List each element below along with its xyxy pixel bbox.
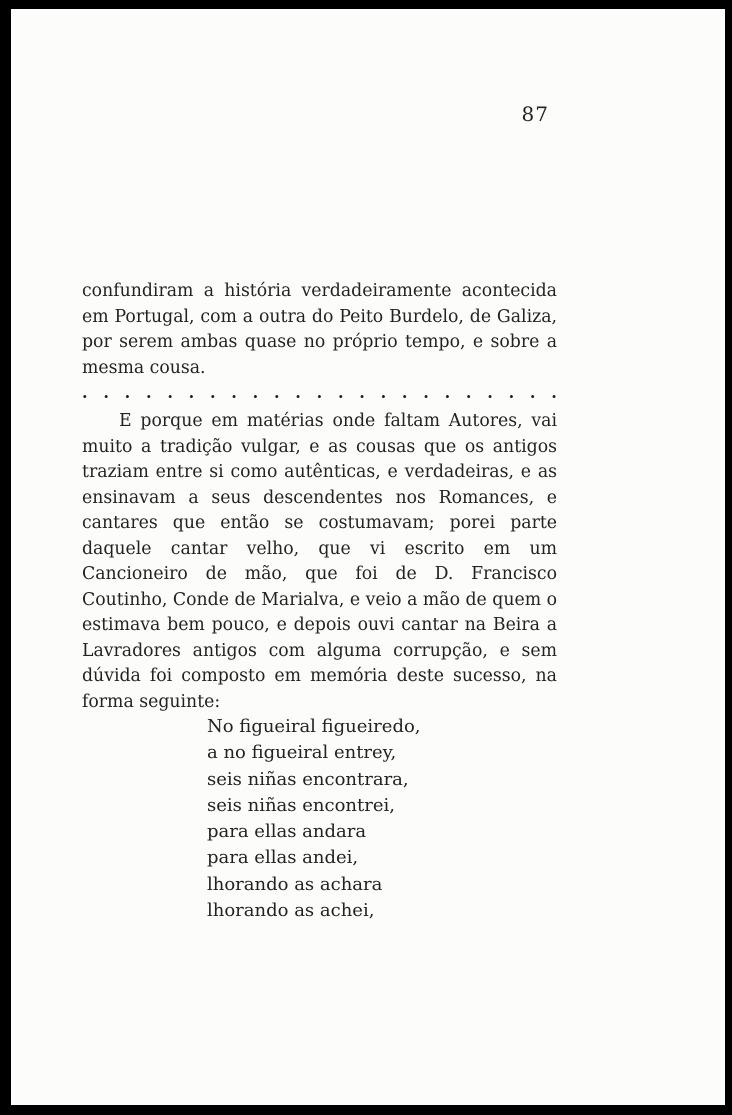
poem-line: No figueiral figueiredo, bbox=[207, 716, 421, 737]
poem-line: seis niñas encontrei, bbox=[207, 794, 395, 816]
intro-paragraph: confundiram a história verdadeiramente acontecida em Portugal, com a outra do Peito Burdelo, de Galiza, por serem ambas quase no próprio tempo, e sobre a mesma cousa. bbox=[82, 281, 557, 378]
poem bbox=[207, 714, 421, 924]
ellipsis-dot: . bbox=[444, 383, 451, 402]
ellipsis-dot: . bbox=[252, 383, 259, 402]
poem-line: para ellas andara bbox=[207, 821, 367, 843]
poem-line: lhorando as achei, bbox=[207, 900, 375, 922]
ellipsis-dot: . bbox=[337, 383, 344, 402]
ellipsis-dot: . bbox=[551, 383, 557, 402]
ellipsis-separator bbox=[82, 385, 557, 401]
ellipsis-dot: . bbox=[82, 383, 88, 402]
ellipsis-dot: . bbox=[167, 383, 173, 402]
ellipsis-dot: . bbox=[508, 383, 515, 402]
prose-block bbox=[82, 279, 557, 715]
page-number: 87 bbox=[521, 102, 549, 126]
ellipsis-dot: . bbox=[401, 383, 408, 402]
poem-line: a no figueiral entrey, bbox=[207, 742, 397, 764]
ellipsis-dot: . bbox=[295, 383, 301, 402]
main-paragraph: E porque em matérias onde faltam Autores, vai muito a tradição vulgar, e as cousas que os antigos traziam entre si como autênticas, e verdadeiras, e as ensinavam a seus descendentes nos Romances, e cantares que então se costumavam; porei parte daquele cantar velho, que vi escrito em um Cancioneiro de mão, que foi de D. Francisco Coutinho, Conde de Marialva, e veio a mão de quem o estimava bem pouco, e depois ouvi cantar na Beira a Lavradores antigos com alguma corrupção, e sem dúvida foi composto em memória deste sucesso, na forma seguinte: bbox=[82, 411, 557, 712]
ellipsis-dot: . bbox=[380, 383, 387, 402]
poem-line: lhorando as achara bbox=[207, 873, 383, 895]
ellipsis-dot: . bbox=[145, 383, 152, 402]
ellipsis-dot: . bbox=[529, 383, 536, 402]
poem-line: seis niñas encontrara, bbox=[207, 768, 409, 790]
ellipsis-dot: . bbox=[188, 383, 195, 402]
ellipsis-dot: . bbox=[487, 383, 493, 402]
ellipsis-dot: . bbox=[103, 383, 109, 402]
poem-line: para ellas andei, bbox=[207, 847, 359, 869]
ellipsis-dot: . bbox=[273, 383, 280, 402]
ellipsis-dot: . bbox=[316, 383, 323, 402]
ellipsis-dot: . bbox=[359, 383, 365, 402]
ellipsis-dot: . bbox=[423, 383, 429, 402]
book-page bbox=[11, 9, 725, 1105]
ellipsis-dot: . bbox=[209, 383, 216, 402]
ellipsis-dot: . bbox=[231, 383, 237, 402]
ellipsis-dot: . bbox=[465, 383, 472, 402]
ellipsis-dot: . bbox=[124, 383, 131, 402]
